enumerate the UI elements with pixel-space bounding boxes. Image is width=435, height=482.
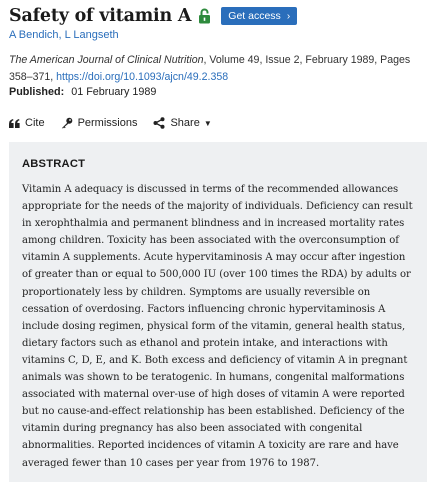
article-actions [9,115,212,131]
lock-open-icon [198,8,211,24]
title-row [9,3,297,29]
article-title: Safety of vitamin A [9,6,192,26]
abstract-section [9,142,427,482]
quote-icon [9,119,20,128]
share-label: Share [170,117,200,129]
share-button[interactable] [153,117,211,129]
cite-button[interactable] [9,117,45,129]
key-icon [61,117,73,129]
authors [9,29,119,41]
published-label: Published: [9,86,65,98]
share-icon [153,117,165,129]
citation [9,52,427,86]
cite-label: Cite [25,117,45,129]
caret-down-icon: ▼ [203,118,212,128]
journal-name: The American Journal of Clinical Nutrition [9,54,204,66]
citation-details: , Volume 49, Issue 2, February 1989, Pages 358–371, [9,54,411,83]
permissions-label: Permissions [77,117,138,129]
doi-link[interactable]: https://doi.org/10.1093/ajcn/49.2.358 [56,71,229,83]
get-access-button[interactable] [221,7,297,25]
chevron-right-icon: › [286,10,291,22]
published-date-row [9,86,156,98]
permissions-button[interactable] [61,117,138,129]
author-links[interactable]: A Bendich, L Langseth [9,29,119,41]
abstract-heading: ABSTRACT [22,158,86,170]
abstract-text: Vitamin A adequacy is discussed in terms of the recommended allowances appropriate for the needs of the majority of individuals. Deficiency can result in xerophthalmia and permanent blindness and in increased mortality rates among children. Toxicity has been associated with the overconsumption of vitamin A supplements. Acute hypervitaminosis A may occur after ingestion of greater than or equal to 500,000 IU (over 100 times the RDA) by adults or proportionately less by children. Symptoms are usually reversible on cessation of overdosing. Factors influencing chronic hypervitaminosis A include dosing regimen, physical form of the vitamin, general health status, dietary factors such as ethanol and protein intake, and interactions with vitamins C, D, E, and K. Both excess and deficiency of vitamin A in pregnant animals was shown to be teratogenic. In humans, congenital malformations associated with maternal over-use of high doses of vitamin A were reported but no cause-and-effect relationship has been established. Deficiency of the vitamin during pregnancy has also been associated with congenital abnormalities. Reported incidences of vitamin A toxicity are rare and have averaged fewer than 10 cases per year from 1976 to 1987. [22,184,413,469]
get-access-label: Get access [228,10,281,22]
published-date: 01 February 1989 [71,86,157,98]
